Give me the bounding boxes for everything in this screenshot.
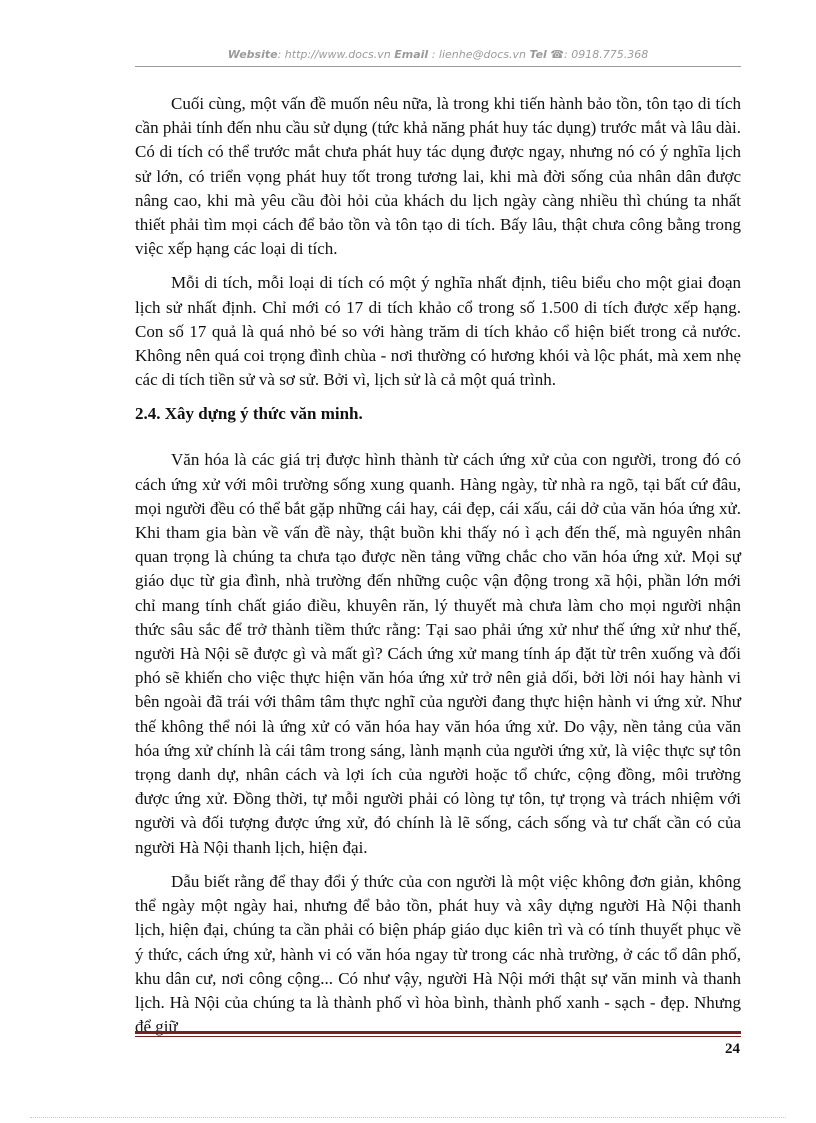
page-body: [135, 92, 741, 1049]
page-edge-dotted-line: [30, 1117, 786, 1118]
section-heading: 2.4. Xây dựng ý thức văn minh.: [135, 404, 363, 424]
footer-divider-thin: [135, 1036, 741, 1037]
paragraph: Mỗi di tích, mỗi loại di tích có một ý nghĩa nhất định, tiêu biểu cho một giai đoạn lịch sử nhất định. Chỉ mới có 17 di tích khảo cổ trong số 1.500 di tích được xếp hạng. Con số 17 quả là quá nhỏ bé so với hàng trăm di tích khảo cổ hiện biết trong cả nước. Không nên quá coi trọng đình chùa - nơi thường có hương khói và lộc phát, mà xem nhẹ các di tích tiền sử và sơ sử. Bởi vì, lịch sử là cả một quá trình.: [135, 273, 741, 390]
email-value: : lienhe@docs.vn: [431, 48, 526, 61]
paragraph: Cuối cùng, một vấn đề muốn nêu nữa, là trong khi tiến hành bảo tồn, tôn tạo di tích cần phải tính đến nhu cầu sử dụng (tức khả năng phát huy tác dụng) trước mắt và lâu dài. Có di tích có thể trước mắt chưa phát huy tác dụng được ngay, nhưng nó có ý nghĩa lịch sử lớn, có triển vọng phát huy tốt trong tương lai, khi mà đời sống của nhân dân được nâng cao, khi mà yêu cầu đòi hỏi của khách du lịch ngày càng nhiều thì chúng ta nhất thiết phải tìm mọi cách để bảo tồn và tôn tạo di tích. Bấy lâu, thật chưa công bằng trong việc xếp hạng các loại di tích.: [135, 94, 741, 259]
footer-divider-thick: [135, 1031, 741, 1034]
phone-icon: ☎: [550, 48, 565, 61]
email-label: Email: [394, 48, 429, 61]
website-value: : http://www.docs.vn: [277, 48, 391, 61]
paragraph: Dẫu biết rằng để thay đổi ý thức của con người là một việc không đơn giản, không thể ngày một ngày hai, nhưng để bảo tồn, phát huy và xây dựng người Hà Nội thanh lịch, hiện đại, chúng ta cần phải có biện pháp giáo dục kiên trì và có tính thuyết phục về ý thức, cách ứng xử, hành vi có văn hóa ngay từ trong các nhà trường, ở các tổ dân phố, khu dân cư, nơi công cộng... Có như vậy, người Hà Nội mới thật sự văn minh và thanh lịch. Hà Nội của chúng ta là thành phố vì hòa bình, thành phố xanh - sạch - đẹp. Nhưng để giữ: [135, 871, 741, 1037]
header-divider: [135, 66, 741, 67]
page-number: 24: [725, 1041, 740, 1057]
paragraph: Văn hóa là các giá trị được hình thành từ cách ứng xử của con người, trong đó có cách ứng xử với môi trường sống xung quanh. Hàng ngày, từ nhà ra ngõ, tại bất cứ đâu, mọi người đều có thể bắt gặp những cái hay, cái đẹp, cái xấu, cái dở của văn hóa ứng xử. Khi tham gia bàn về vấn đề này, thật buồn khi thấy nó ì ạch đến thế, mà nguyên nhân quan trọng là chúng ta chưa tạo được nền tảng vững chắc cho văn hóa ứng xử. Mọi sự giáo dục từ gia đình, nhà trường đến những cuộc vận động trong xã hội, phần lớn mới chỉ mang tính chất giáo điều, khuyên răn, lý thuyết mà chưa làm cho mọi người nhận thức sâu sắc để trở thành tiềm thức rằng: Tại sao phải ứng xử như thế ứng xử như thế, người Hà Nội sẽ được gì và mất gì? Cách ứng xử mang tính áp đặt từ trên xuống và đối phó sẽ khiến cho việc thực hiện văn hóa ứng xử trở nên giả dối, bởi lời nói hay hành vi bên ngoài đã trái với thâm tâm thực nghĩ của người đang thực hiện hành vi ứng xử. Như thế không thể nói là ứng xử có văn hóa hay văn hóa ứng xử. Do vậy, nền tảng của văn hóa ứng xử chính là cái tâm trong sáng, lành mạnh của người ứng xử, là việc thực sự tôn trọng danh dự, nhân cách và lợi ích của người hoặc tổ chức, cộng đồng, môi trường được ứng xử. Đồng thời, tự mỗi người phải có lòng tự tôn, tự trọng và trách nhiệm với người và đối tượng được ứng xử, đó chính là lẽ sống, cách sống và tư chất cần có của người Hà Nội thanh lịch, hiện đại.: [135, 450, 741, 857]
website-label: Website: [227, 48, 278, 61]
tel-label: Tel: [529, 48, 547, 61]
tel-value: : 0918.775.368: [564, 48, 649, 61]
page-header: [135, 48, 741, 61]
